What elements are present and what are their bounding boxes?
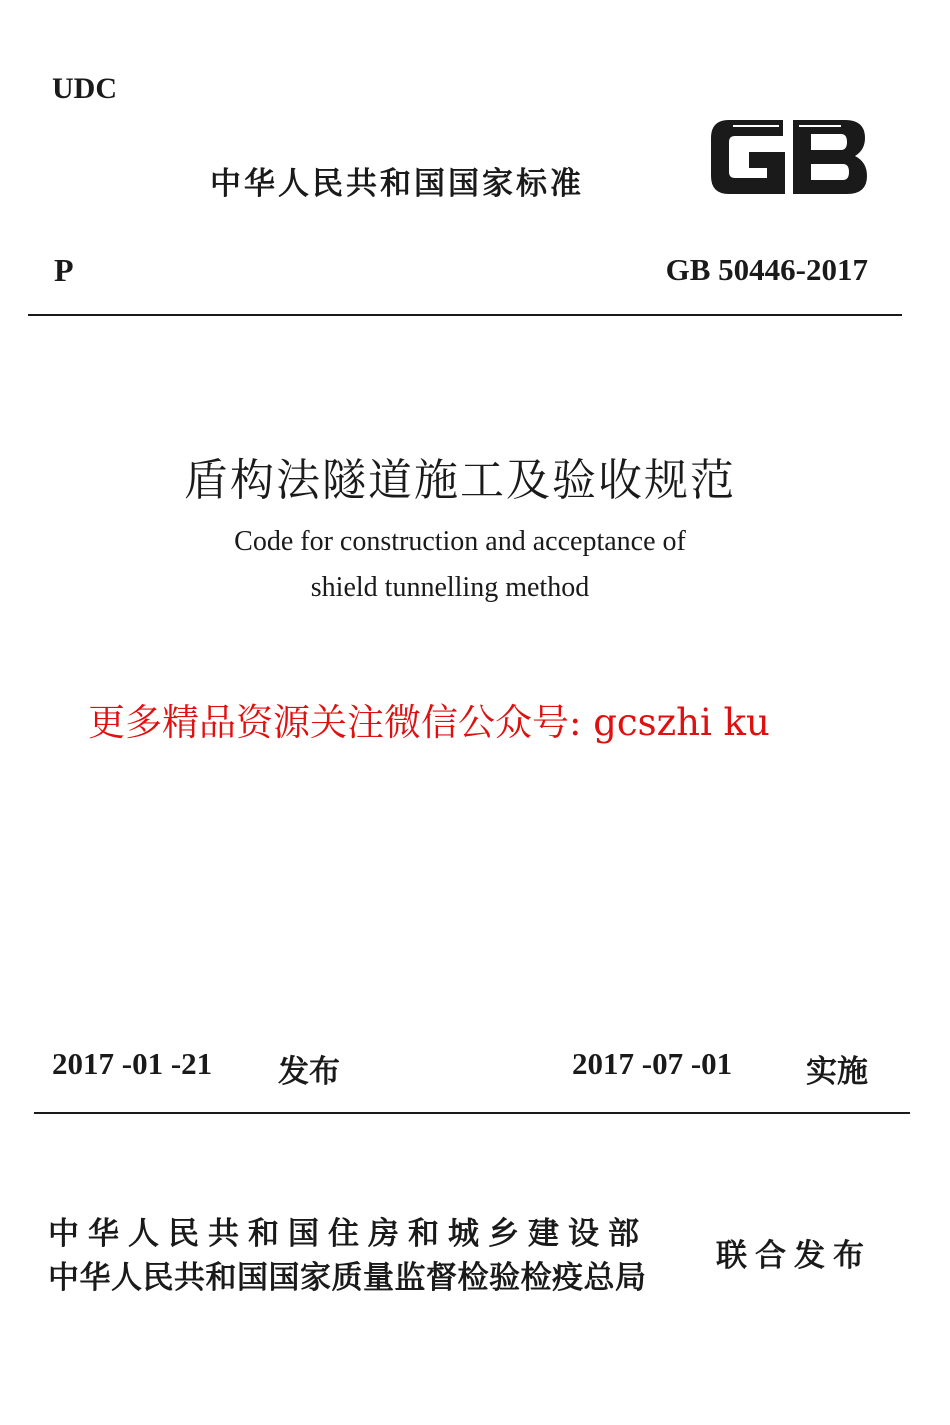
title-chinese: 盾构法隧道施工及验收规范 [184, 455, 736, 506]
issue-date: 2017 -01 -21 [52, 1046, 213, 1081]
watermark-text: 更多精品资源关注微信公众号: gcszhi ku [88, 701, 770, 744]
implement-date: 2017 -07 -01 [572, 1046, 733, 1081]
issuer-line2: 中华人民共和国国家质量监督检验检疫总局 [48, 1260, 647, 1296]
gb-logo-mark [711, 120, 867, 194]
gb-logo-text: GB [788, 162, 790, 163]
implement-label: 实施 [806, 1054, 868, 1090]
title-english-line2: shield tunnelling method [310, 572, 590, 603]
udc-label: UDC [52, 72, 117, 105]
joint-issue-label: 联合发布 [716, 1238, 872, 1274]
category-code: P [54, 252, 74, 288]
standard-type-heading: 中华人民共和国国家标准 [210, 166, 584, 202]
issue-label: 发布 [278, 1054, 340, 1090]
standard-number: GB 50446-2017 [665, 252, 868, 287]
issuer-line1: 中华人民共和国住房和城乡建设部 [48, 1216, 648, 1252]
bottom-divider [34, 1112, 910, 1114]
title-english-line1: Code for construction and acceptance of [234, 526, 686, 557]
top-divider [28, 314, 902, 316]
gb-logo [705, 112, 873, 202]
